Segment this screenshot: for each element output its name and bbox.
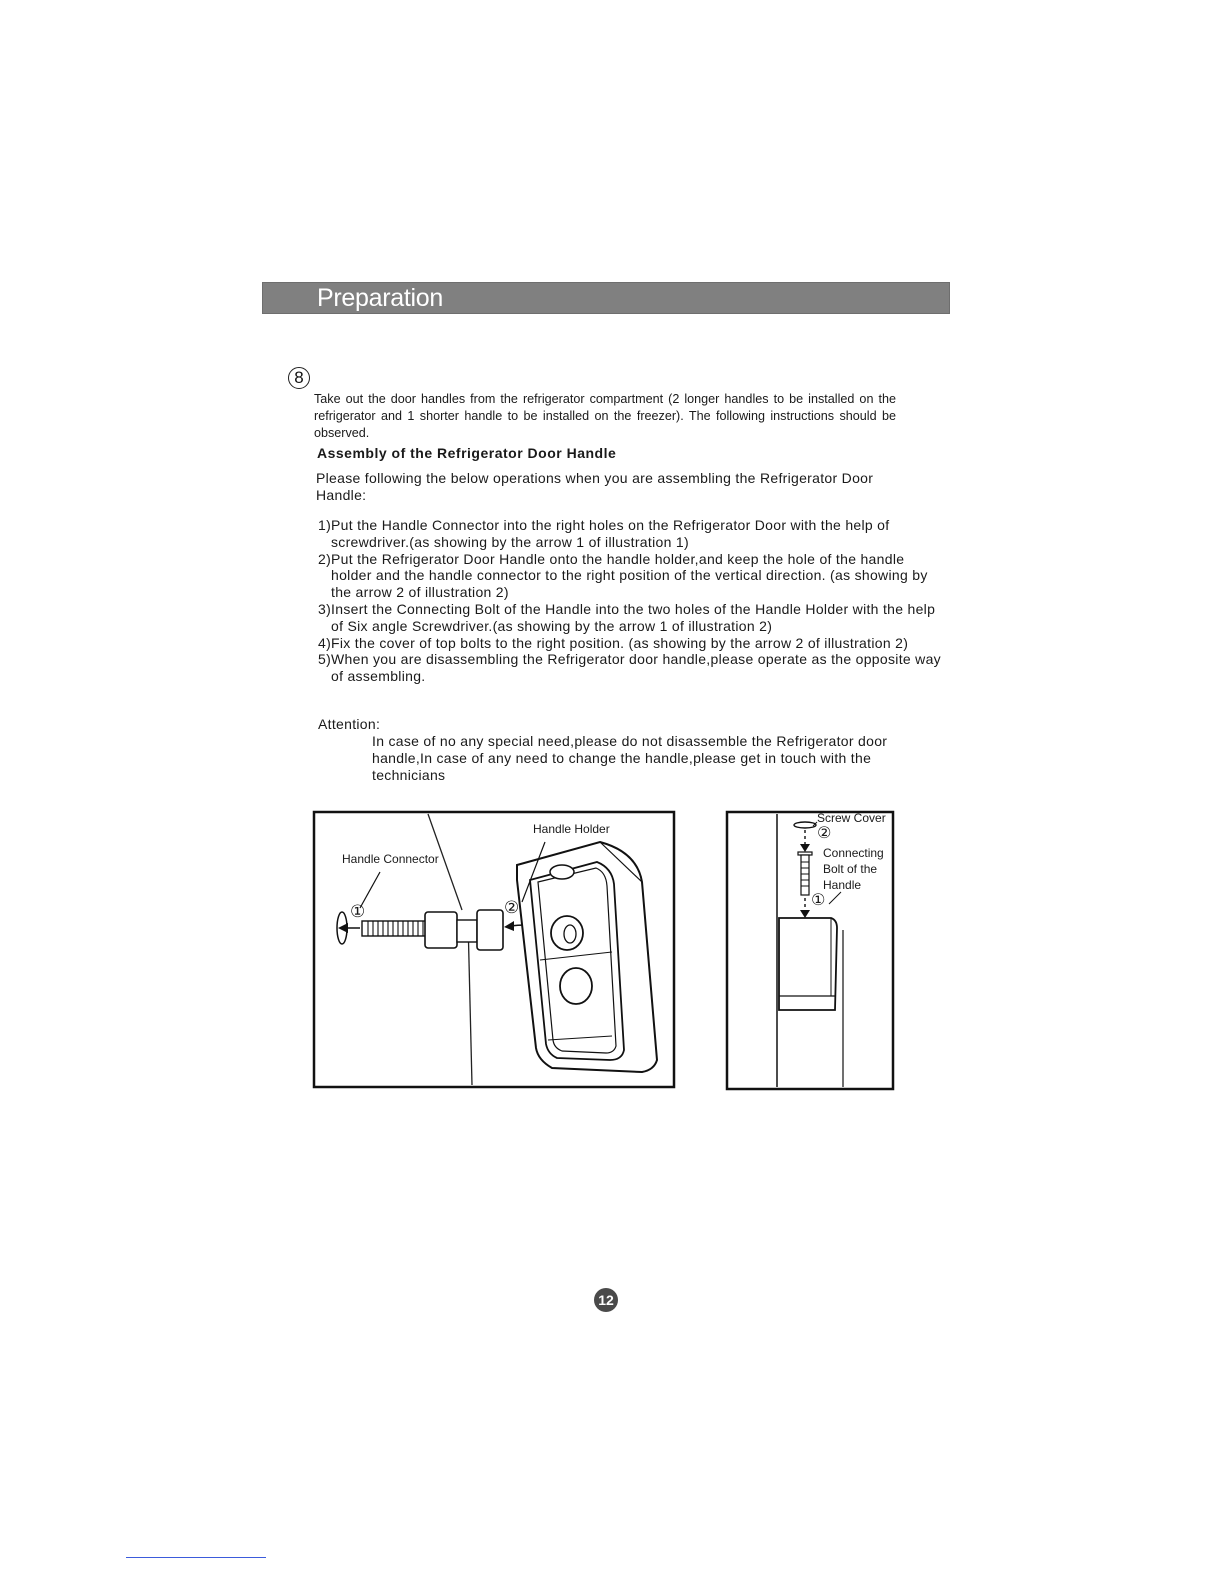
intro-paragraph: Take out the door handles from the refrigerator compartment (2 longer handles to be installed on the refrigerator and 1 shorter handle to be installed on the freezer). The following instructions should be observed. — [314, 392, 896, 440]
label-connecting-bolt: Bolt of the — [823, 862, 878, 876]
marker-arrow-1: ① — [811, 892, 826, 909]
attention-label: Attention: — [318, 716, 381, 732]
step-item: 1)Put the Handle Connector into the right holes on the Refrigerator Door with the help of screwdriver.(as showing by the arrow 1 of illustration 1) — [318, 517, 890, 550]
lead-paragraph: Please following the below operations when you are assembling the Refrigerator Door Handle: — [316, 470, 874, 503]
illustration-2-connecting-bolt — [725, 810, 895, 1092]
label-handle-holder: Handle Holder — [533, 822, 610, 836]
attention-text: In case of no any special need,please do not disassemble the Refrigerator door handle,In case of any need to change the handle,please get in touch with the technicians — [372, 733, 888, 783]
step-item: 3)Insert the Connecting Bolt of the Handle into the two holes of the Handle Holder with the help of Six angle Screwdriver.(as showing by the arrow 1 of illustration 2) — [318, 600, 936, 634]
label-handle-connector: Handle Connector — [342, 852, 439, 866]
label-screw-cover: Screw Cover — [817, 811, 886, 825]
step-item: 5)When you are disassembling the Refrigerator door handle,please operate as the opposite way of assembling. — [318, 651, 941, 685]
page-number-badge: 12 — [594, 1288, 618, 1312]
assembly-heading: Assembly of the Refrigerator Door Handle — [317, 445, 617, 461]
step-number-badge: 8 — [288, 367, 310, 389]
footer-rule — [126, 1557, 266, 1558]
label-connecting-bolt: Connecting — [823, 846, 884, 860]
illustration-1-handle-connector — [312, 810, 676, 1090]
section-title-preparation: Preparation — [317, 284, 443, 312]
label-connecting-bolt: Handle — [823, 878, 862, 892]
step-item: 4)Fix the cover of top bolts to the right position. (as showing by the arrow 2 of illustration 2) — [318, 634, 909, 651]
marker-arrow-2: ② — [817, 825, 832, 842]
step-item: 2)Put the Refrigerator Door Handle onto the handle holder,and keep the hole of the handle holder and the handle connector to the right position of the vertical direction. (as showing by the arrow 2 of illustration 2) — [318, 550, 928, 601]
instruction-steps — [318, 517, 948, 685]
marker-arrow-2: ② — [504, 898, 520, 917]
marker-arrow-1: ① — [350, 902, 366, 921]
section-header-bar — [262, 282, 950, 314]
